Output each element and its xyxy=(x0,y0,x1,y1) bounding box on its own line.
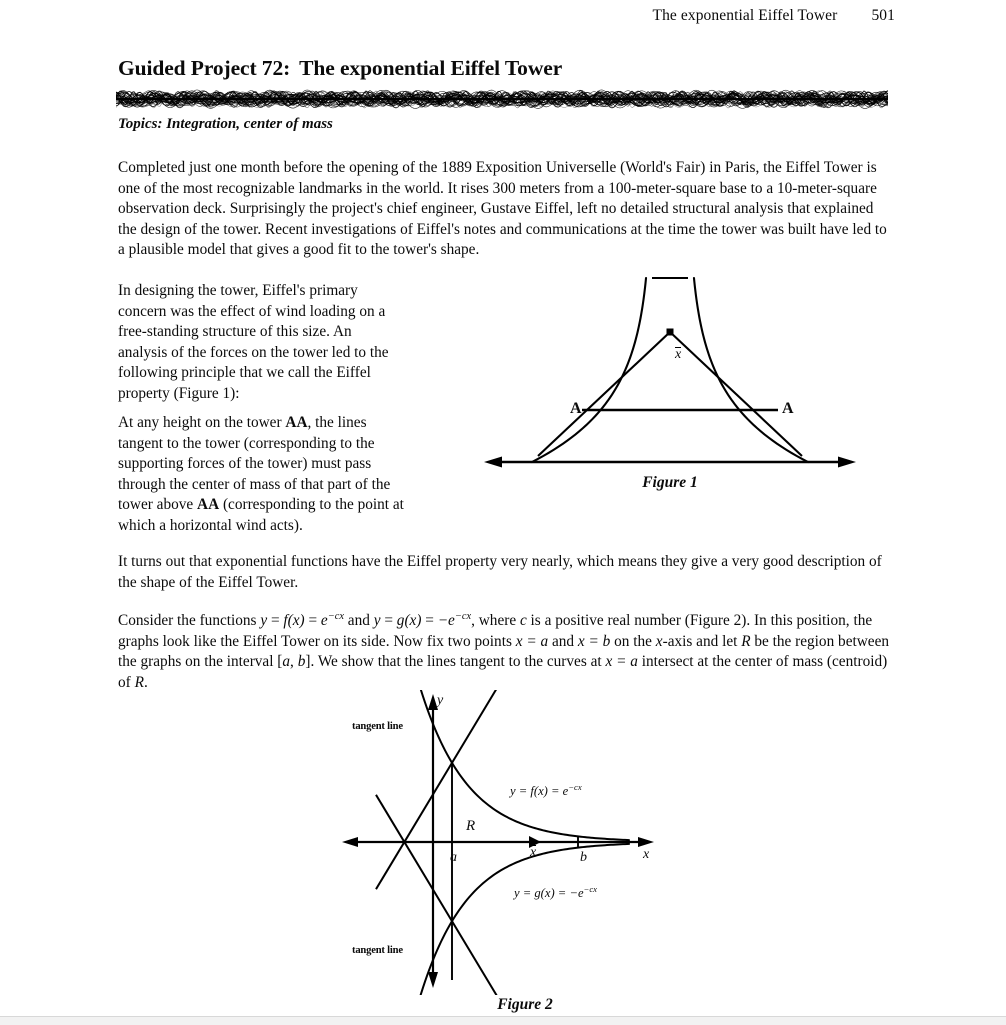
property-text-2: , the lines tangent to the tower (corresponding to the supporting forces of the tower) must pass through the center of mass of that part of the tower above xyxy=(118,414,391,514)
figure-1-graphic xyxy=(470,262,870,477)
figure-2 xyxy=(330,690,680,1020)
figure-2-label-a: a xyxy=(450,850,457,865)
consider-comma: , xyxy=(290,653,298,671)
consider-R2: R xyxy=(134,673,144,691)
consider-fx1: (x) xyxy=(287,612,305,629)
paragraph-consider xyxy=(118,611,890,693)
figure-1-label-a-left: A xyxy=(570,400,582,417)
figure-2-tangent-line-bottom-label: tangent line xyxy=(352,945,403,956)
consider-s6: -axis and let xyxy=(662,632,742,650)
figure-1 xyxy=(470,262,870,512)
consider-s9: intersect at the center of mass (centroid) of xyxy=(118,653,888,691)
property-aa-1: AA xyxy=(285,414,308,431)
project-label: Guided Project 72: xyxy=(118,56,291,80)
figure-2-x-axis-label: x xyxy=(643,847,650,862)
consider-b: b xyxy=(297,653,306,671)
figure-1-label-a-right: A xyxy=(782,400,794,417)
consider-c: c xyxy=(519,612,527,629)
decorative-rule xyxy=(116,88,888,110)
consider-s8: ]. We show that the lines tangent to the curves at xyxy=(305,653,606,671)
consider-f1: f xyxy=(283,612,288,629)
consider-R: R xyxy=(741,632,751,650)
consider-and1: and xyxy=(343,612,374,629)
project-name: The exponential Eiffel Tower xyxy=(299,56,563,80)
figure-1-xbar-label: x xyxy=(675,347,682,362)
paragraph-eiffel-property xyxy=(118,413,408,537)
consider-s10: . xyxy=(143,673,148,691)
consider-a: a xyxy=(282,653,291,671)
figure-2-xbar-label: x xyxy=(530,845,537,860)
paragraph-turns-out: It turns out that exponential functions have the Eiffel property very nearly, which means they give a very good description of the shape of the Eiffel Tower. xyxy=(118,553,882,591)
property-text-3: (corresponding to the point at which a horizontal wind acts). xyxy=(118,496,404,534)
running-head xyxy=(0,7,895,25)
property-text-1: At any height on the tower xyxy=(118,414,286,431)
page-title xyxy=(118,56,562,81)
property-aa-2: AA xyxy=(197,496,220,514)
consider-e1: e xyxy=(320,612,328,629)
consider-xa2: x = a xyxy=(605,653,638,671)
running-head-title: The exponential Eiffel Tower xyxy=(652,7,838,24)
figure-2-region-label: R xyxy=(466,818,476,834)
consider-y2: y xyxy=(373,612,381,629)
consider-xa: x = a xyxy=(515,632,549,650)
figure-2-y-axis-label: y xyxy=(437,693,444,708)
consider-s5: on the xyxy=(610,632,656,650)
paragraph-intro: Completed just one month before the opening of the 1889 Exposition Universelle (World's Fair) in Paris, the Eiffel Tower is one of the most recognizable landmarks in the world. It rises 300 meters from a 100-meter-square base to a 10-meter-square observation deck. Surprisingly the project's chief engineer, Gustave Eiffel, left no detailed structural analysis that explained the design of the tower. Recent investigations of Eiffel's notes and communications at the time the tower was built have led to a plausible model that gives a good fit to the tower's shape. xyxy=(118,159,887,259)
paragraph-design: In designing the tower, Eiffel's primary concern was the effect of wind loading on a free-standing structure of this size. An analysis of the forces on the tower led to the following principle that we call the Eiffel property (Figure 1): xyxy=(118,282,389,402)
consider-nege: −e xyxy=(437,612,455,629)
consider-gx1: (x) xyxy=(404,612,422,629)
figure-2-label-b: b xyxy=(580,850,587,865)
consider-s2: , where xyxy=(471,612,520,629)
figure-2-caption: Figure 2 xyxy=(497,996,553,1013)
consider-exp2: −cx xyxy=(454,610,472,622)
consider-s1: Consider the functions xyxy=(118,612,261,629)
consider-exp1: −cx xyxy=(327,610,344,622)
topics-line: Topics: Integration, center of mass xyxy=(118,116,333,132)
consider-eq3: = xyxy=(380,612,397,629)
consider-s3: is a positive real number (Figure 2). In this position, the graphs look like the Eiffel Tower on its side. Now fix two points xyxy=(118,612,873,650)
figure-1-caption: Figure 1 xyxy=(642,474,698,491)
consider-xaxis: x xyxy=(655,632,663,650)
figure-2-tangent-line-top-label: tangent line xyxy=(352,721,403,732)
consider-g1: g xyxy=(396,612,405,629)
consider-eq1: = xyxy=(267,612,284,629)
consider-eq2: = xyxy=(304,612,321,629)
page-number: 501 xyxy=(871,7,895,24)
consider-eq4: = xyxy=(421,612,438,629)
figure-2-curve-g-label: $y = g(x) = -e^{-cx}$ xyxy=(514,883,597,900)
consider-s4: and xyxy=(548,632,578,650)
consider-s7: be the region between the graphs on the interval [ xyxy=(118,632,890,671)
consider-xb: x = b xyxy=(577,632,611,650)
figure-2-curve-f-label: $y = f(x) = e^{-cx}$ xyxy=(510,781,582,798)
consider-y1: y xyxy=(260,612,268,629)
